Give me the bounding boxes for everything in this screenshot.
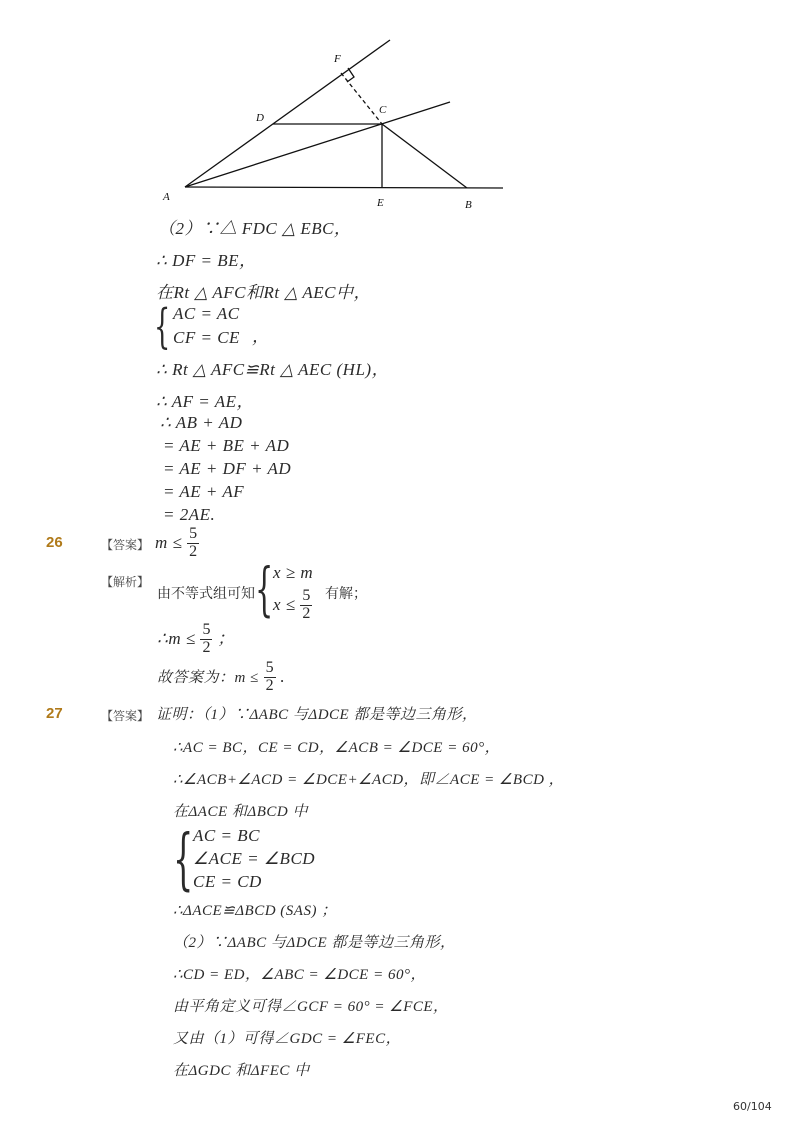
q27-line-6: （2）∵ΔABC 与ΔDCE 都是等边三角形，: [173, 935, 456, 951]
q27-line-8: 由平角定义可得∠GCF = 60° = ∠FCE，: [173, 999, 449, 1015]
system-intro-26: 由不等式组可知: [157, 586, 255, 602]
q27-line-5: ∴ΔACE≌ΔBCD (SAS) ；: [173, 903, 337, 919]
line-fc-dashed: [341, 73, 382, 124]
answer-tag-27: 【答案】: [101, 709, 150, 723]
proof-line-7: = AE + BE + AD: [163, 436, 290, 455]
question-number-26: 26: [46, 534, 63, 551]
inequality-brace: {: [255, 558, 274, 624]
geometry-figure: [0, 0, 800, 215]
answer-26-prefix: m ≤: [155, 532, 183, 552]
q27-line-3: ∴∠ACB+∠ACD = ∠DCE+∠ACD，即∠ACE = ∠BCD ，: [173, 772, 565, 788]
system-tail-26: 有解；: [325, 586, 367, 602]
fraction-denominator: 2: [189, 542, 198, 560]
proof-line-4: ∴ Rt △ AFC≌Rt △ AEC (HL)，: [156, 360, 390, 379]
final-answer-26-tail: .: [280, 666, 286, 686]
fraction-numerator: 5: [189, 525, 198, 542]
answer-26-fraction: [187, 526, 199, 561]
q27-line-4: 在ΔACE 和ΔBCD 中: [173, 804, 308, 820]
congruence-eq-1: AC = BC: [193, 826, 260, 845]
label-a: A: [163, 191, 170, 203]
page-number: 60/104: [733, 1100, 772, 1113]
final-answer-26-prefix: 故答案为：m ≤: [157, 669, 259, 686]
fraction-numerator: 5: [265, 659, 274, 676]
q27-line-10: 在ΔGDC 和ΔFEC 中: [173, 1063, 310, 1079]
inequality-2-prefix: x ≤: [273, 594, 296, 614]
final-answer-26: [157, 660, 285, 695]
final-answer-26-fraction: [264, 660, 276, 695]
proof-line-3: 在Rt △ AFC和Rt △ AEC中，: [156, 283, 371, 302]
answer-tag-26: 【答案】: [101, 538, 150, 552]
label-e: E: [377, 197, 384, 209]
q27-line-7: ∴CD = ED，∠ABC = ∠DCE = 60°，: [173, 967, 426, 983]
label-c: C: [379, 104, 387, 116]
fraction-denominator: 2: [265, 676, 274, 694]
q27-line-2: ∴AC = BC，CE = CD，∠ACB = ∠DCE = 60°，: [173, 740, 501, 756]
conclusion-26: [157, 622, 235, 657]
proof-line-5: ∴ AF = AE，: [156, 392, 254, 411]
proof-line-10: = 2AE.: [163, 505, 216, 524]
line-af-ray: [185, 40, 390, 187]
line-ab: [185, 187, 503, 188]
proof-line-1: （2）∵△ FDC △ EBC，: [158, 219, 352, 238]
answer-26: [155, 526, 199, 561]
fraction-numerator: 5: [202, 621, 211, 638]
analysis-tag-26: 【解析】: [101, 575, 150, 589]
inequality-2: [273, 588, 312, 623]
congruence-brace: {: [173, 822, 194, 898]
label-d: D: [256, 112, 264, 124]
fraction-denominator: 2: [302, 604, 311, 622]
proof-line-9: = AE + AF: [163, 482, 245, 501]
proof-line-8: = AE + DF + AD: [163, 459, 292, 478]
congruence-eq-3: CE = CD: [193, 872, 262, 891]
conclusion-26-tail: ；: [217, 628, 235, 648]
system-eq-1: AC = AC: [173, 304, 240, 323]
inequality-1: x ≥ m: [273, 563, 314, 582]
fraction-denominator: 2: [202, 638, 211, 656]
line-cb: [382, 124, 467, 188]
system-eq-2: CF = CE: [173, 328, 240, 347]
system-tail: ，: [252, 327, 270, 346]
conclusion-26-fraction: [200, 622, 212, 657]
fraction-numerator: 5: [302, 587, 311, 604]
congruence-eq-2: ∠ACE = ∠BCD: [193, 849, 316, 868]
question-number-27: 27: [46, 705, 63, 722]
q27-line-9: 又由（1）可得∠GDC = ∠FEC，: [173, 1031, 402, 1047]
label-b: B: [465, 199, 472, 211]
system-brace: {: [154, 299, 171, 355]
conclusion-26-prefix: ∴m ≤: [157, 628, 196, 648]
proof-line-6: ∴ AB + AD: [160, 413, 243, 432]
label-f: F: [334, 53, 341, 65]
inequality-2-fraction: [300, 588, 312, 623]
proof-line-2: ∴ DF = BE，: [156, 251, 257, 270]
q27-line-1: 证明：（1）∵ΔABC 与ΔDCE 都是等边三角形，: [156, 707, 478, 723]
